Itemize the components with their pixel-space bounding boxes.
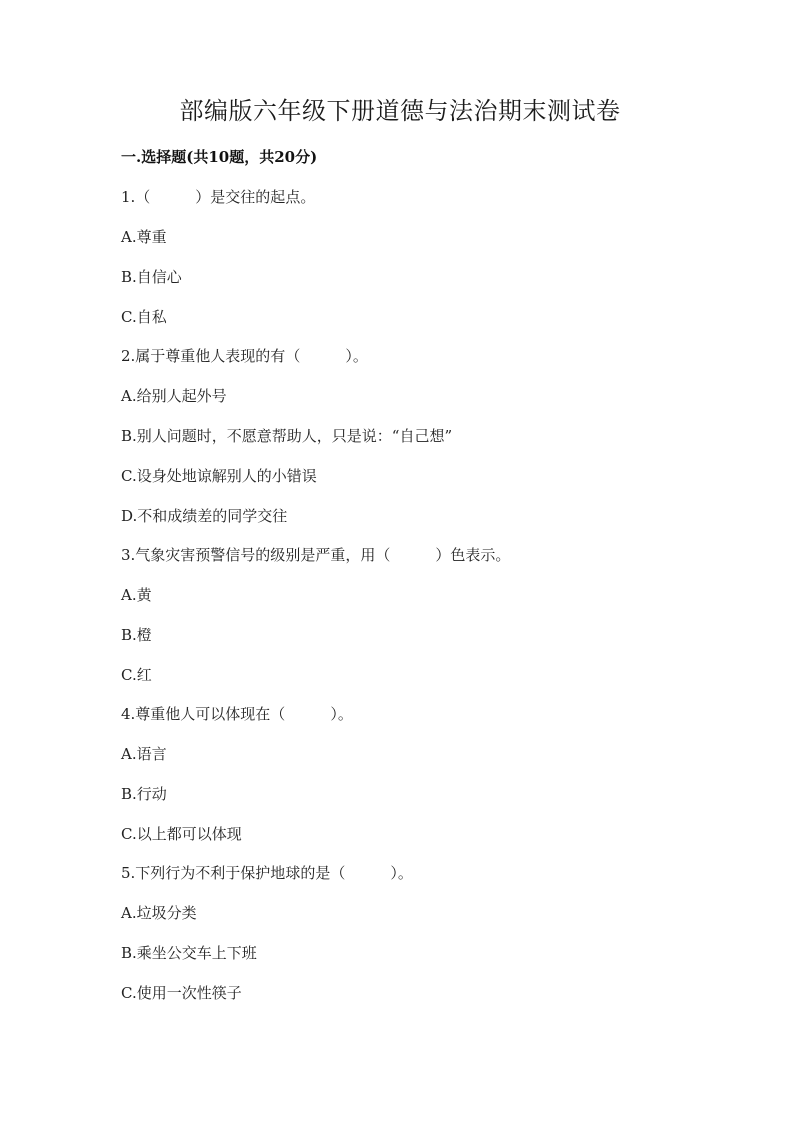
question-3-option-a: A.黄 [121, 586, 152, 604]
question-4-option-b: B.行动 [121, 785, 167, 803]
question-5-stem: 5.下列行为不利于保护地球的是（ ）。 [121, 864, 413, 882]
question-5-option-a: A.垃圾分类 [121, 904, 197, 922]
question-2-stem: 2.属于尊重他人表现的有（ ）。 [121, 347, 368, 365]
question-5-option-c: C.使用一次性筷子 [121, 984, 242, 1002]
question-1-option-c: C.自私 [121, 308, 167, 326]
question-1-option-b: B.自信心 [121, 268, 182, 286]
question-4-option-a: A.语言 [121, 745, 167, 763]
question-1-stem: 1.（ ）是交往的起点。 [121, 188, 316, 206]
question-3-option-c: C.红 [121, 666, 152, 684]
question-2-option-d: D.不和成绩差的同学交往 [121, 507, 288, 525]
question-3-stem: 3.气象灾害预警信号的级别是严重，用（ ）色表示。 [121, 546, 511, 564]
question-3-option-b: B.橙 [121, 626, 152, 644]
section-heading: 一.选择题(共10题，共20分) [121, 148, 318, 166]
question-4-stem: 4.尊重他人可以体现在（ ）。 [121, 705, 353, 723]
question-5-option-b: B.乘坐公交车上下班 [121, 944, 257, 962]
question-1-option-a: A.尊重 [121, 228, 167, 246]
question-2-option-c: C.设身处地谅解别人的小错误 [121, 467, 317, 485]
page-title: 部编版六年级下册道德与法治期末测试卷 [179, 97, 621, 125]
question-2-option-a: A.给别人起外号 [121, 387, 227, 405]
question-2-option-b: B.别人问题时，不愿意帮助人，只是说：“自己想” [121, 427, 453, 445]
question-4-option-c: C.以上都可以体现 [121, 825, 242, 843]
